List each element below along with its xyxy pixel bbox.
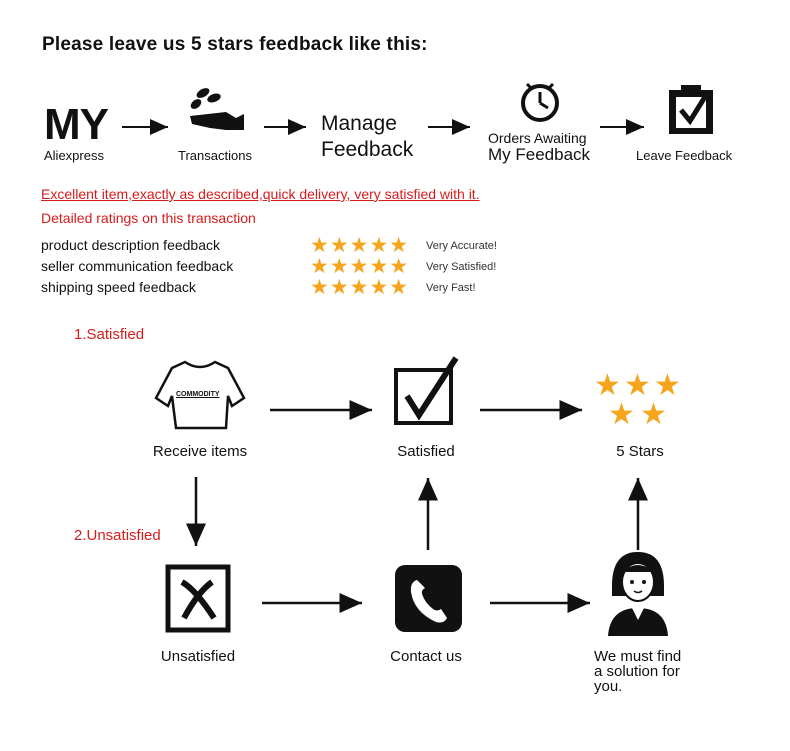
my-logo-text: MY <box>44 100 108 149</box>
unsatisfied-heading: 2.Unsatisfied <box>74 527 161 544</box>
svg-text:★: ★ <box>640 397 667 432</box>
rating-stars-1: ★★★★★ <box>310 234 410 257</box>
satisfied-label: Satisfied <box>397 443 455 460</box>
commodity-text: COMMODITY <box>176 391 220 398</box>
rating-label-1: product description feedback <box>41 237 220 253</box>
page-title: Please leave us 5 stars feedback like this: <box>42 34 428 55</box>
solution-note-line3: you. <box>594 678 623 695</box>
five-stars-label: 5 Stars <box>616 443 664 460</box>
detailed-ratings-heading: Detailed ratings on this transaction <box>41 210 256 226</box>
solution-note <box>594 649 714 694</box>
unsatisfied-label: Unsatisfied <box>160 648 236 665</box>
manage-line2: Feedback <box>321 138 414 161</box>
phone-icon <box>395 565 462 632</box>
feedback-comment: Excellent item,exactly as described,quick delivery, very satisfied with it. <box>41 186 480 202</box>
support-agent-icon <box>608 552 668 636</box>
contact-us-label: Contact us <box>390 648 462 665</box>
rating-value-3: Very Fast! <box>426 282 476 294</box>
rating-label-2: seller communication feedback <box>41 258 234 274</box>
transactions-label: Transactions <box>178 148 252 163</box>
rating-stars-2: ★★★★★ <box>310 255 410 278</box>
rating-value-2: Very Satisfied! <box>426 261 497 273</box>
orders-line2: My Feedback <box>488 145 591 164</box>
svg-text:★: ★ <box>594 368 621 403</box>
svg-text:★: ★ <box>624 368 651 403</box>
solution-note-line2: a solution for <box>594 663 680 680</box>
rating-value-1: Very Accurate! <box>426 240 497 252</box>
clock-icon <box>523 84 557 120</box>
five-stars-icon <box>594 368 681 432</box>
satisfied-checkbox-icon <box>396 358 456 423</box>
manage-line1: Manage <box>321 112 397 135</box>
rating-stars-3: ★★★★★ <box>310 276 410 299</box>
clipboard-check-icon <box>669 85 713 134</box>
receive-items-label: Receive items <box>152 443 248 460</box>
rating-label-3: shipping speed feedback <box>41 279 196 295</box>
satisfied-heading: 1.Satisfied <box>74 326 145 343</box>
svg-text:★: ★ <box>654 368 681 403</box>
leave-feedback-label: Leave Feedback <box>636 148 733 163</box>
solution-note-line1: We must find <box>594 648 682 665</box>
unsatisfied-x-icon <box>168 567 228 630</box>
svg-text:★: ★ <box>608 397 635 432</box>
aliexpress-label: Aliexpress <box>44 148 104 163</box>
orders-line1: Orders Awaiting <box>488 130 587 146</box>
hand-coins-icon <box>189 86 244 130</box>
